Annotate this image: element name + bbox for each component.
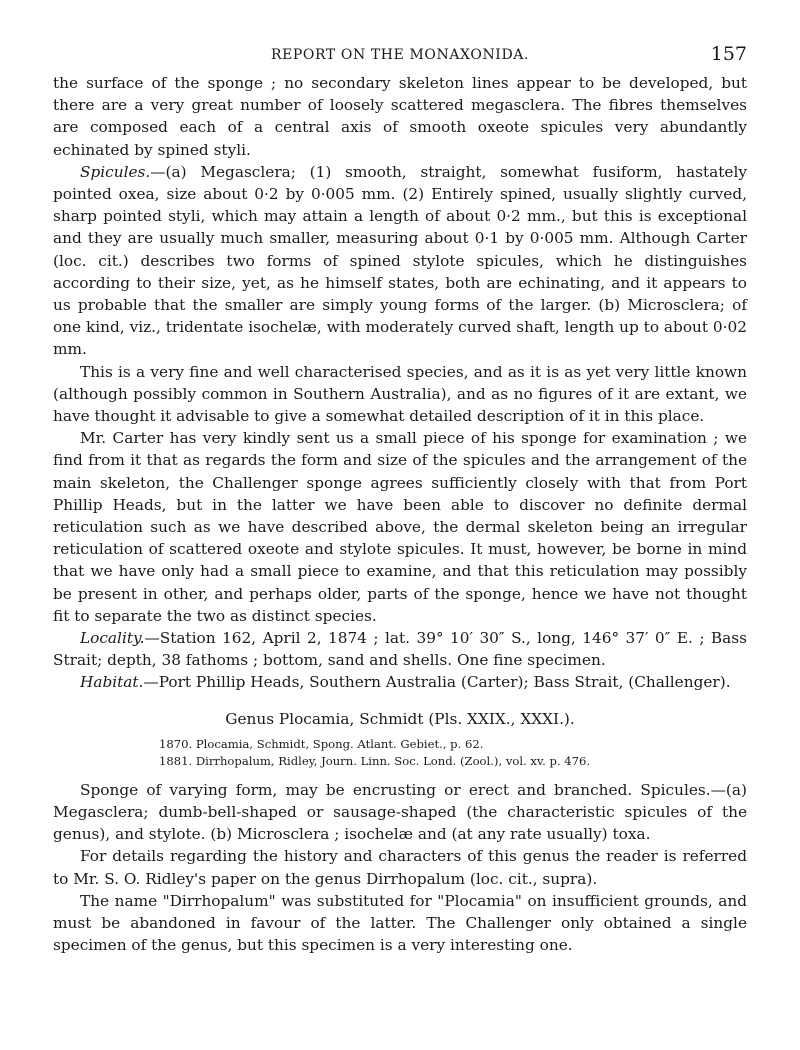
- spicules-lead: Spicules.: [80, 162, 151, 181]
- paragraph-spicules: [53, 161, 747, 361]
- paragraph-habitat: [53, 671, 747, 693]
- page: [53, 38, 747, 956]
- paragraph-locality: [53, 627, 747, 671]
- reference-1881: 1881. Dirrhopalum, Ridley, Journ. Linn. Soc. Lond. (Zool.), vol. xv. p. 476.: [159, 753, 591, 768]
- genus-heading: Genus Plocamia, Schmidt (Pls. XXIX., XXXI.).: [225, 709, 575, 728]
- paragraph-genus-description: Sponge of varying form, may be encrusting or erect and branched. Spicules.—(a) Megasclera; dumb-bell-shaped or sausage-shaped (the characteristic spicules of the genus), and stylote. (b) Microsclera ; isochelæ and (at any rate usually) toxa.: [53, 780, 747, 844]
- habitat-lead: Habitat.: [80, 673, 144, 692]
- running-head: REPORT ON THE MONAXONIDA.: [270, 47, 530, 63]
- habitat-text: —Port Phillip Heads, Southern Australia (Carter); Bass Strait, (Challenger).: [143, 673, 731, 692]
- locality-text: —Station 162, April 2, 1874 ; lat. 39° 10′ 30″ S., long, 146° 37′ 0″ E. ; Bass Strait; depth, 38 fathoms ; bottom, sand and shells. One fine specimen.: [53, 629, 747, 670]
- reference-1870: 1870. Plocamia, Schmidt, Spong. Atlant. Gebiet., p. 62.: [159, 736, 484, 751]
- paragraph-continuation: the surface of the sponge ; no secondary skeleton lines appear to be developed, but there are a very great number of loosely scattered megasclera. The fibres themselves are composed each of a central axis of smooth oxeote spicules very abundantly echinated by spined styli.: [53, 74, 747, 159]
- locality-lead: Locality.: [80, 629, 145, 648]
- paragraph-carter-comparison: Mr. Carter has very kindly sent us a small piece of his sponge for examination ; we find from it that as regards the form and size of the spicules and the arrangement of the main skeleton, the Challenger sponge agrees sufficiently closely with that from Port Phillip Heads, but in the latter we have been able to discover no definite dermal reticulation such as we have described above, the dermal skeleton being an irregular reticulation of scattered oxeote and stylote spicules. It must, however, be borne in mind that we have only had a small piece to examine, and that this reticulation may possibly be present in other, and perhaps older, parts of the sponge, hence we have not thought fit to separate the two as distinct species.: [53, 429, 747, 625]
- page-number: 157: [710, 43, 747, 65]
- paragraph-genus-name: The name "Dirrhopalum" was substituted for "Plocamia" on insufficient grounds, and must be abandoned in favour of the latter. The Challenger only obtained a single specimen of the genus, but this specimen is a very interesting one.: [53, 891, 747, 955]
- paragraph-genus-details: For details regarding the history and characters of this genus the reader is referred to Mr. S. O. Ridley's paper on the genus Dirrhopalum (loc. cit., supra).: [53, 847, 747, 888]
- page-header: [53, 38, 747, 72]
- references: [159, 736, 747, 770]
- paragraph-species-note: This is a very fine and well characterised species, and as it is as yet very little known (although possibly common in Southern Australia), and as no figures of it are extant, we have thought it advisable to give a somewhat detailed description of it in this place.: [53, 362, 747, 426]
- spicules-text: —(a) Megasclera; (1) smooth, straight, somewhat fusiform, hastately pointed oxea, size about 0·2 by 0·005 mm. (2) Entirely spined, usually slightly curved, sharp pointed styli, which may attain a length of about 0·2 mm., but this is exceptional and they are usually much smaller, measuring about 0·1 by 0·005 mm. Although Carter (loc. cit.) describes two forms of spined stylote spicules, which he distinguishes according to their size, yet, as he himself states, both are echinating, and it appears to us probable that the smaller are simply young forms of the larger. (b) Microsclera; of one kind, viz., tridentate isochelæ, with moderately curved shaft, length up to about 0·02 mm.: [53, 162, 747, 359]
